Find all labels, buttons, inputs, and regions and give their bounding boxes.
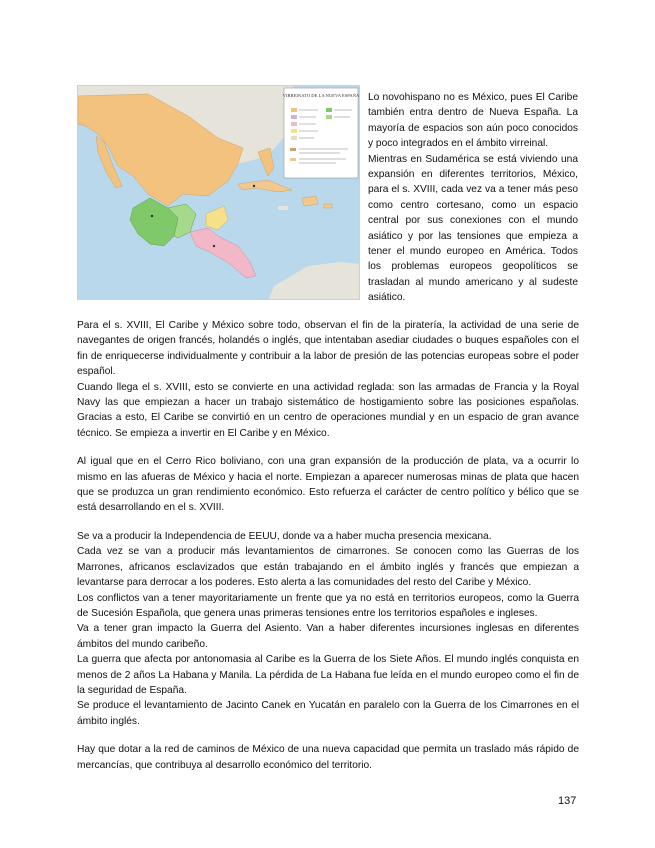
side-paragraph: Lo novohispano no es México, pues El Caribe también entra dentro de Nueva España. La mayoría de espacios son aún poco conocidos y poco integrados en el ámbito virreinal.: [368, 92, 578, 150]
map-legend-swatch-purple: [291, 115, 297, 119]
paragraph: Va a tener gran impacto la Guerra del Asiento. Van a haber diferentes incursiones inglesas en diferentes ámbitos del mundo caribeño.: [77, 623, 579, 650]
paragraph: Cuando llega el s. XVIII, esto se convierte en una actividad reglada: son las armadas de Francia y la Royal Navy las que empiezan a hacer un trabajo sistemático de hostigamiento sobre las posiciones españolas. Gracias a esto, El Caribe se convirtió en un centro de operaciones mundial y en un espacio de gran avance técnico. Se empieza a invertir en El Caribe y en México.: [77, 381, 579, 439]
page-number: 137: [558, 795, 577, 807]
body-text: [77, 318, 579, 773]
paragraph: Al igual que en el Cerro Rico boliviano, con una gran expansión de la producción de plata, va a ocurrir lo mismo en las afueras de México y hacia el norte. Empiezan a aparecer numerosas minas de plata que hacen que se produzca un gran rendimiento económico. Esto refuerza el carácter de centro político y bélico que se está desarrollando en el s. XVIII.: [77, 456, 579, 514]
paragraph: Cada vez se van a producir más levantamientos de cimarrones. Se conocen como las Guerras de los Marrones, africanos esclavizados que están trabajando en el ámbito inglés y francés que empiezan a levantarse para derrocar a los poderes. Esto alerta a las comunidades del resto del Caribe y México.: [77, 546, 579, 589]
side-paragraph: Mientras en Sudamérica se está viviendo una expansión en diferentes territorios, México, para el s. XVIII, cada vez va a tener más peso como centro cortesano, como un espacio central por sus conexiones con el mundo asiático y por las tensiones que empieza a tener el mundo europeo en América. Todos los problemas europeos geopolíticos se trasladan al mundo americano y al sudeste asiático.: [368, 153, 578, 304]
paragraph: Se produce el levantamiento de Jacinto Canek en Yucatán en paralelo con la Guerra de los Cimarrones en el ámbito inglés.: [77, 700, 579, 727]
map-legend-swatch-caribbean: [290, 158, 296, 161]
map-illustration: [78, 86, 360, 300]
map-city-marker: [253, 185, 255, 187]
map-city-marker: [151, 215, 153, 217]
map-city-marker: [213, 245, 215, 247]
paragraph: Se va a producir la Independencia de EEUU, donde va a haber mucha presencia mexicana.: [77, 530, 492, 542]
map-legend-swatch-green: [326, 108, 332, 112]
side-text: [368, 90, 578, 306]
map-legend-swatch-beige: [291, 136, 297, 140]
map-legend-swatch-pink: [291, 122, 297, 126]
paragraph: Para el s. XVIII, El Caribe y México sobre todo, observan el fin de la piratería, la actividad de una serie de navegantes de origen francés, holandés o inglés, que intentaban asediar ciudades o buques españoles con el fin de enriquecerse individualmente y contribuir a la labor de presión de las potencias europeas sobre el poder español.: [77, 320, 579, 378]
paragraph: Hay que dotar a la red de caminos de México de una nueva capacidad que permita un traslado más rápido de mercancías, que contribuya al desarrollo económico del territorio.: [77, 744, 579, 771]
map-jamaica: [278, 206, 288, 210]
map-legend-swatch-lightgreen: [326, 115, 332, 119]
paragraph: La guerra que afecta por antonomasia al Caribe es la Guerra de los Siete Años. El mundo inglés conquista en menos de 2 años La Habana y Manila. La pérdida de La Habana fue leída en el mundo europeo como el fin de la seguridad de España.: [77, 654, 579, 696]
map-legend-swatch-border: [290, 148, 296, 151]
viceroyalty-map: [77, 85, 360, 300]
paragraph: Los conflictos van a tener mayoritariamente un frente que ya no está en territorios europeos, como la Guerra de Sucesión Española, que genera unas primeras tensiones entre los territorios españoles e ingleses.: [77, 592, 579, 619]
map-hispaniola: [302, 196, 318, 206]
map-legend-title: VIRREINATO DE LA NUEVA ESPAÑA: [282, 93, 360, 98]
map-legend-swatch-yellow: [291, 129, 297, 133]
map-puerto-rico: [324, 204, 332, 208]
map-legend-swatch-orange: [291, 108, 297, 112]
